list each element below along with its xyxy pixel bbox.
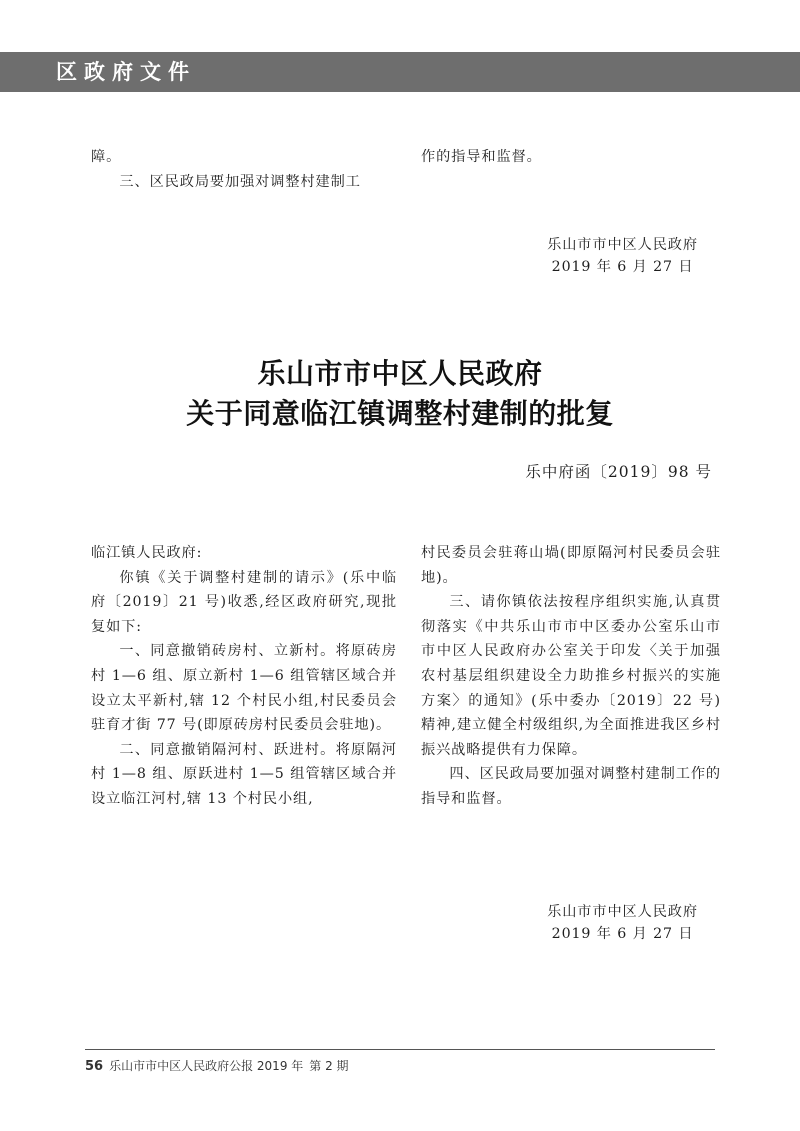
doc-signature — [547, 901, 698, 945]
publication-name: 乐山市市中区人民政府公报 2019 年 — [109, 1059, 304, 1073]
section-title: 区政府文件 — [56, 60, 196, 84]
prev-signature-org: 乐山市市中区人民政府 — [547, 237, 698, 253]
page-number: 56 — [85, 1059, 104, 1074]
doc-title-line-1: 乐山市市中区人民政府 — [257, 357, 543, 390]
body-left-column — [91, 541, 397, 812]
body-paragraph: 你镇《关于调整村建制的请示》(乐中临府〔2019〕21 号)收悉,经区政府研究,现批复如下: — [91, 569, 397, 635]
issue-number: 第 2 期 — [309, 1059, 349, 1073]
body-paragraph: 一、同意撤销砖房村、立新村。将原砖房村 1—6 组、原立新村 1—6 组管辖区域合并设立太平新村,辖 12 个村民小组,村民委员会驻育才街 77 号(即原砖房村民委员会驻地)。 — [91, 643, 397, 734]
footer-divider — [85, 1049, 715, 1050]
doc-signature-date: 2019 年 6 月 27 日 — [551, 926, 694, 942]
doc-title-line-2: 关于同意临江镇调整村建制的批复 — [186, 397, 614, 430]
prev-left-line-2: 三、区民政局要加强对调整村建制工 — [119, 173, 361, 190]
doc-number: 乐中府函〔2019〕98 号 — [525, 463, 712, 481]
body-paragraph: 三、请你镇依法按程序组织实施,认真贯彻落实《中共乐山市市中区委办公室乐山市市中区人民政府办公室关于印发〈关于加强农村基层组织建设全力助推乡村振兴的实施方案〉的通知》(乐中委办〔2019〕22 号)精神,建立健全村级组织,为全面推进我区乡村振兴战略提供有力保障。 — [421, 594, 721, 758]
prev-left-column — [91, 145, 396, 194]
page-footer — [85, 1057, 349, 1074]
prev-right-line-1: 作的指导和监督。 — [421, 149, 542, 165]
body-paragraph: 二、同意撤销隔河村、跃进村。将原隔河村 1—8 组、原跃进村 1—5 组管辖区域合并设立临江河村,辖 13 个村民小组, — [91, 741, 397, 807]
body-paragraph: 四、区民政局要加强对调整村建制工作的指导和监督。 — [421, 766, 721, 807]
body-right-column — [421, 541, 721, 812]
prev-signature — [547, 234, 698, 278]
doc-signature-org: 乐山市市中区人民政府 — [547, 904, 698, 920]
prev-right-column — [421, 145, 721, 170]
prev-signature-date: 2019 年 6 月 27 日 — [551, 259, 694, 275]
prev-left-line-1: 障。 — [91, 149, 122, 165]
body-continuation: 村民委员会驻蒋山堝(即原隔河村民委员会驻地)。 — [421, 545, 721, 586]
salutation: 临江镇人民政府: — [91, 545, 203, 561]
